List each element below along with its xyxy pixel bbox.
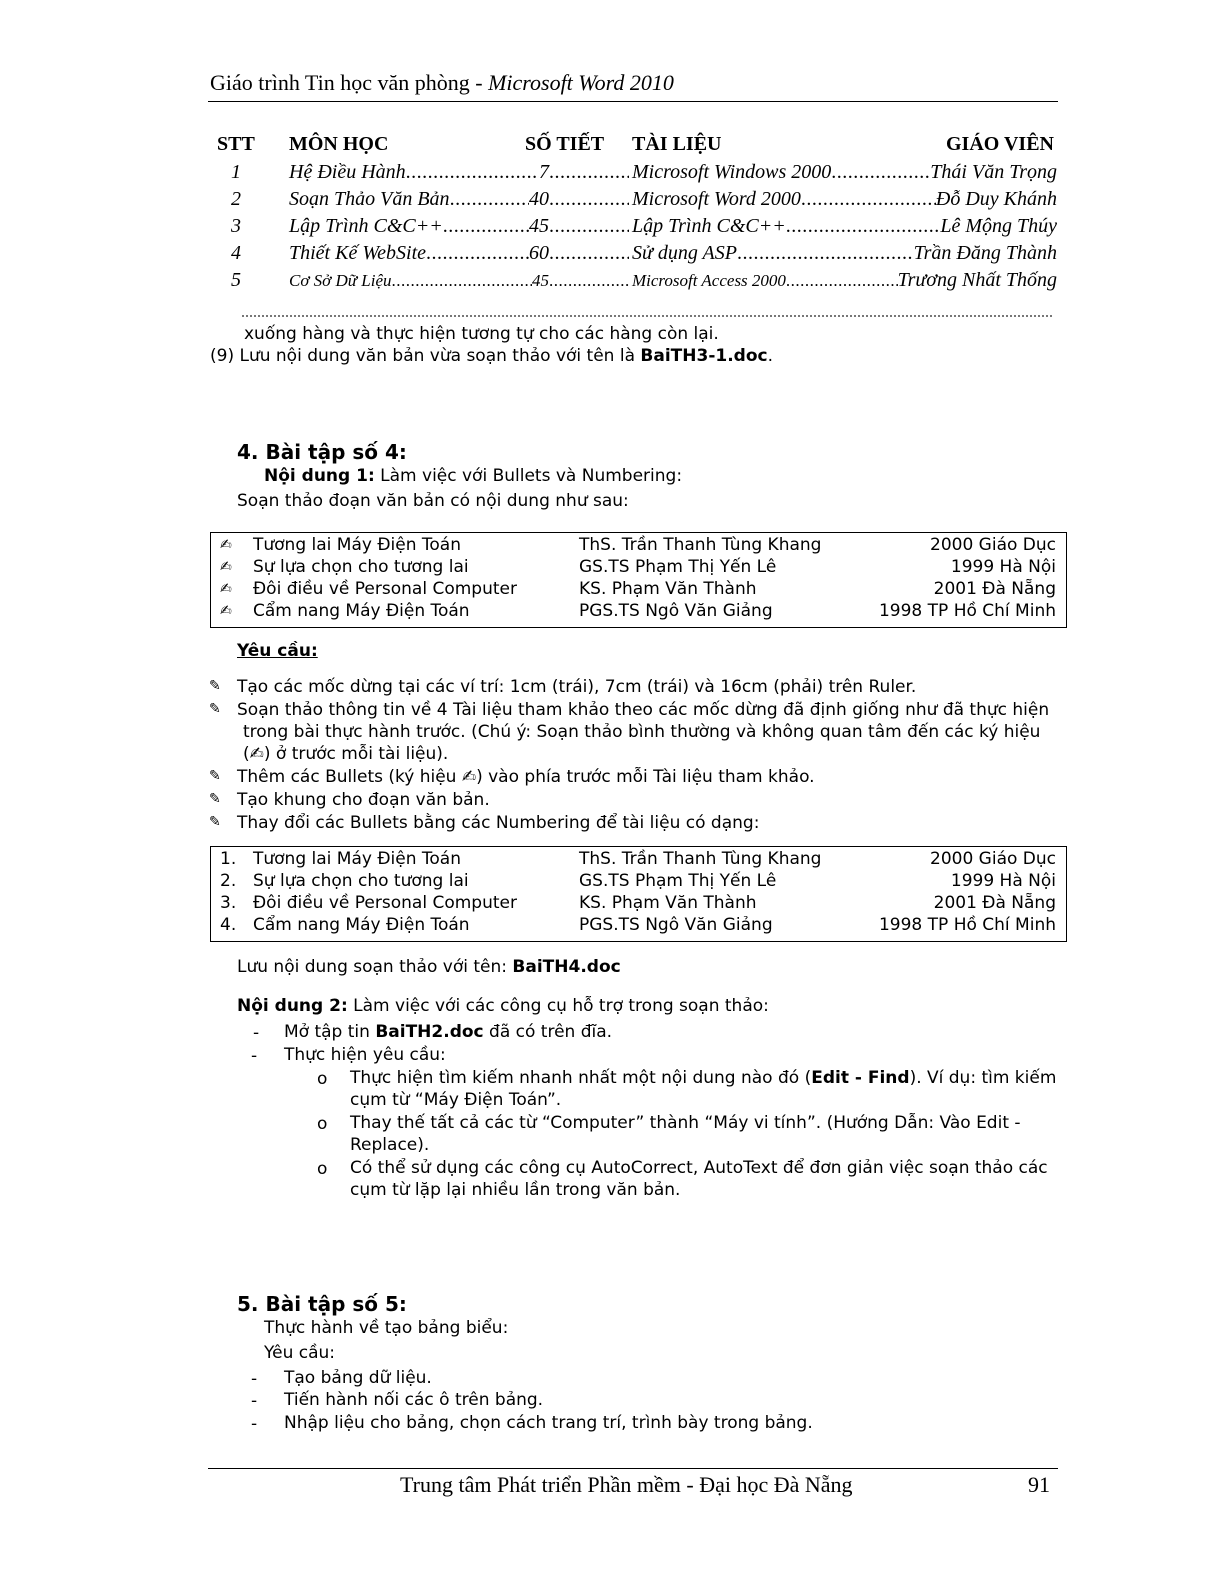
dash-bullet: - bbox=[251, 1046, 258, 1066]
content-2-heading: Nội dung 2: Làm việc với các công cụ hỗ trợ trong soạn thảo: bbox=[237, 996, 769, 1016]
section-4-title: 4. Bài tập số 4: bbox=[237, 440, 407, 464]
list-item: ✍ Sự lựa chọn cho tương lai GS.TS Phạm Thị Yến Lê 1999 Hà Nội bbox=[220, 557, 1056, 577]
numbered-list-box bbox=[210, 846, 1067, 942]
footer-text: Trung tâm Phát triển Phần mềm - Đại học Đà Nẵng bbox=[400, 1472, 853, 1497]
table-row: Cơ Sở Dữ Liệu ..... 45 ..... bbox=[289, 271, 629, 291]
table-row-right: Sử dụng ASP ..... Trần Đăng Thành bbox=[632, 242, 1057, 265]
prev-instruction-line: xuống hàng và thực hiện tương tự cho các hàng còn lại. bbox=[244, 324, 719, 344]
clipped-text-line bbox=[242, 312, 1052, 319]
list-item: 1. Tương lai Máy Điện Toán ThS. Trần Thanh Tùng Khang 2000 Giáo Dục bbox=[220, 849, 1056, 869]
sub-item-cont: Replace). bbox=[350, 1135, 430, 1155]
page-number: 91 bbox=[1028, 1472, 1050, 1497]
section-5-title: 5. Bài tập số 5: bbox=[237, 1292, 407, 1316]
requirement-item-cont: trong bài thực hành trước. (Chú ý: Soạn thảo bình thường và không quan tâm đến các ký hiệu bbox=[243, 722, 1041, 742]
filename: BaiTH4.doc bbox=[512, 957, 621, 977]
table-row-right: Lập Trình C&C++ ..... Lê Mộng Thúy bbox=[632, 215, 1057, 238]
page-header: Giáo trình Tin học văn phòng - Microsoft Word 2010 bbox=[210, 70, 674, 95]
content-2-item: Thực hiện yêu cầu: bbox=[284, 1045, 446, 1065]
table-row: Thiết Kế WebSite ..... 60 ..... bbox=[289, 242, 629, 265]
table-row: Soạn Thảo Văn Bản ..... 40 ..... bbox=[289, 188, 629, 211]
list-item: 2. Sự lựa chọn cho tương lai GS.TS Phạm Thị Yến Lê 1999 Hà Nội bbox=[220, 871, 1056, 891]
sub-item: Thực hiện tìm kiếm nhanh nhất một nội dung nào đó (Edit - Find). Ví dụ: tìm kiếm bbox=[350, 1068, 1057, 1088]
circle-bullet-icon: o bbox=[317, 1069, 328, 1089]
course-table bbox=[212, 133, 1057, 303]
dash-bullet: - bbox=[253, 1023, 260, 1043]
dash-bullet: - bbox=[251, 1414, 258, 1434]
pencil-bullet-icon: ✎ bbox=[209, 678, 221, 694]
header-title-italic: Microsoft Word 2010 bbox=[488, 70, 674, 95]
table-row-right: Microsoft Word 2000 ..... Đỗ Duy Khánh bbox=[632, 188, 1057, 211]
sub-item: Có thể sử dụng các công cụ AutoCorrect, AutoText để đơn giản việc soạn thảo các bbox=[350, 1158, 1048, 1178]
row-stt: 5 bbox=[231, 269, 241, 291]
table-row-right: Microsoft Access 2000 ..... Trương Nhất Thống bbox=[632, 269, 1057, 292]
filename: BaiTH2.doc bbox=[375, 1022, 484, 1042]
col-header-subject: MÔN HỌC bbox=[289, 133, 389, 155]
list-item: 3. Đôi điều về Personal Computer KS. Phạm Văn Thành 2001 Đà Nẵng bbox=[220, 893, 1056, 913]
list-item: Tạo bảng dữ liệu. bbox=[284, 1368, 432, 1388]
requirement-item: Tạo khung cho đoạn văn bản. bbox=[237, 790, 490, 810]
pen-bullet-icon: ✍ bbox=[220, 537, 232, 553]
pencil-bullet-icon: ✎ bbox=[209, 814, 221, 830]
intro-text: Soạn thảo đoạn văn bản có nội dung như sau: bbox=[237, 491, 629, 511]
prev-save-line: (9) Lưu nội dung văn bản vừa soạn thảo với tên là BaiTH3-1.doc. bbox=[210, 346, 773, 366]
circle-bullet-icon: o bbox=[317, 1159, 328, 1179]
list-item: ✍ Cẩm nang Máy Điện Toán PGS.TS Ngô Văn Giảng 1998 TP Hồ Chí Minh bbox=[220, 601, 1056, 621]
list-item: Nhập liệu cho bảng, chọn cách trang trí, trình bày trong bảng. bbox=[284, 1413, 813, 1433]
sub-item-cont: cụm từ lặp lại nhiều lần trong văn bản. bbox=[350, 1180, 681, 1200]
circle-bullet-icon: o bbox=[317, 1114, 328, 1134]
pen-bullet-icon: ✍ bbox=[220, 581, 232, 597]
pencil-bullet-icon: ✎ bbox=[209, 701, 221, 717]
col-header-material: TÀI LIỆU bbox=[632, 133, 722, 155]
sub-item-cont: cụm từ “Máy Điện Toán”. bbox=[350, 1090, 562, 1110]
list-item: 4. Cẩm nang Máy Điện Toán PGS.TS Ngô Văn Giảng 1998 TP Hồ Chí Minh bbox=[220, 915, 1056, 935]
section-5-line: Yêu cầu: bbox=[264, 1343, 336, 1363]
pen-bullet-icon: ✍ bbox=[220, 559, 232, 575]
save-instruction: Lưu nội dung soạn thảo với tên: BaiTH4.doc bbox=[237, 957, 621, 977]
table-row: Lập Trình C&C++ ..... 45 ..... bbox=[289, 215, 629, 238]
header-rule bbox=[208, 101, 1058, 102]
list-item: Tiến hành nối các ô trên bảng. bbox=[284, 1390, 544, 1410]
dash-bullet: - bbox=[251, 1391, 258, 1411]
pencil-bullet-icon: ✎ bbox=[209, 768, 221, 784]
row-stt: 4 bbox=[231, 242, 241, 264]
content-1-heading: Nội dung 1: Làm việc với Bullets và Numbering: bbox=[264, 466, 683, 486]
pen-bullet-icon: ✍ bbox=[220, 603, 232, 619]
row-stt: 3 bbox=[231, 215, 241, 237]
requirement-item: Soạn thảo thông tin về 4 Tài liệu tham khảo theo các mốc dừng đã định giống như đã thực hiện bbox=[237, 700, 1050, 720]
section-5-line: Thực hành về tạo bảng biểu: bbox=[264, 1318, 509, 1338]
list-item: ✍ Đôi điều về Personal Computer KS. Phạm Văn Thành 2001 Đà Nẵng bbox=[220, 579, 1056, 599]
pencil-bullet-icon: ✎ bbox=[209, 791, 221, 807]
requirement-item: Thêm các Bullets (ký hiệu ✍) vào phía trước mỗi Tài liệu tham khảo. bbox=[237, 767, 815, 787]
requirements-heading: Yêu cầu: bbox=[237, 641, 318, 661]
sub-item: Thay thế tất cả các từ “Computer” thành “Máy vi tính”. (Hướng Dẫn: Vào Edit - bbox=[350, 1113, 1021, 1133]
dash-bullet: - bbox=[251, 1369, 258, 1389]
table-row: Hệ Điều Hành ..... 7 ..... bbox=[289, 161, 629, 184]
requirement-item: Thay đổi các Bullets bằng các Numbering để tài liệu có dạng: bbox=[237, 813, 760, 833]
footer-rule bbox=[208, 1468, 1058, 1469]
requirement-item: Tạo các mốc dừng tại các ví trí: 1cm (trái), 7cm (trái) và 16cm (phải) trên Ruler. bbox=[237, 677, 917, 697]
col-header-stt: STT bbox=[217, 133, 255, 155]
table-row-right: Microsoft Windows 2000 ..... Thái Văn Trọng bbox=[632, 161, 1057, 184]
bullet-list-box bbox=[210, 532, 1067, 628]
list-item: ✍ Tương lai Máy Điện Toán ThS. Trần Thanh Tùng Khang 2000 Giáo Dục bbox=[220, 535, 1056, 555]
filename: BaiTH3-1.doc bbox=[640, 346, 768, 366]
content-2-item: Mở tập tin BaiTH2.doc đã có trên đĩa. bbox=[284, 1022, 613, 1042]
col-header-teacher: GIÁO VIÊN bbox=[946, 133, 1054, 155]
requirement-item-cont: (✍) ở trước mỗi tài liệu). bbox=[243, 744, 449, 764]
row-stt: 1 bbox=[231, 161, 241, 183]
col-header-periods: SỐ TIẾT bbox=[525, 133, 605, 155]
row-stt: 2 bbox=[231, 188, 241, 210]
